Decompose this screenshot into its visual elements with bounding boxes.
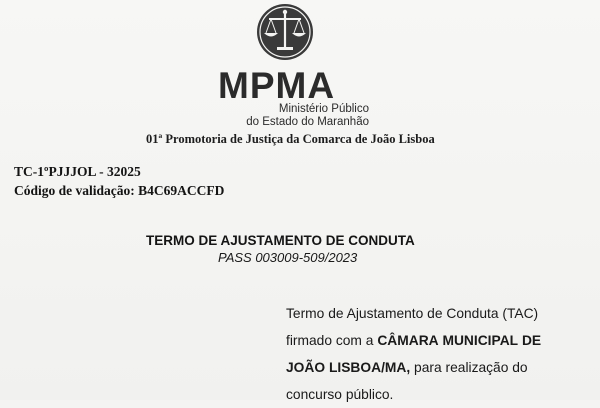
word: para xyxy=(414,360,442,375)
document-subtitle: PASS 003009-509/2023 xyxy=(218,250,358,265)
validation-label: Código de validação: xyxy=(14,183,135,198)
word: MUNICIPAL xyxy=(442,333,519,348)
reference-code: TC-1ºPJJJOL - 32025 xyxy=(14,164,141,179)
word: DE xyxy=(521,333,542,348)
summary-line-2 xyxy=(286,327,578,354)
word: Conduta xyxy=(446,306,499,321)
document-title: TERMO DE AJUSTAMENTO DE CONDUTA xyxy=(146,233,415,248)
brand-line-2: do Estado do Maranhão xyxy=(246,116,369,128)
word: com xyxy=(335,333,362,348)
word: do xyxy=(512,360,528,375)
word: de xyxy=(328,306,344,321)
summary-line-3 xyxy=(286,354,578,381)
word: Ajustamento xyxy=(346,306,424,321)
word: a xyxy=(365,333,374,348)
word: realização xyxy=(445,360,509,375)
scales-of-justice-icon xyxy=(256,2,314,62)
word: de xyxy=(427,306,443,321)
word: firmado xyxy=(286,333,333,348)
summary-paragraph xyxy=(286,300,578,408)
word: JOÃO xyxy=(286,360,326,375)
word: Termo xyxy=(286,306,325,321)
validation-line xyxy=(14,183,224,199)
brand-line-1: Ministério Público xyxy=(278,103,369,115)
word: CÂMARA xyxy=(377,333,439,348)
word: LISBOA/MA, xyxy=(328,360,411,375)
word: (TAC) xyxy=(502,306,539,321)
summary-line-1 xyxy=(286,300,578,327)
validation-code: B4C69ACCFD xyxy=(138,183,225,198)
brand-wordmark: MPMA xyxy=(218,65,336,106)
promotoria-heading: 01ª Promotoria de Justiça da Comarca de João Lisboa xyxy=(146,132,435,146)
summary-line-4: concurso público. xyxy=(286,387,394,402)
